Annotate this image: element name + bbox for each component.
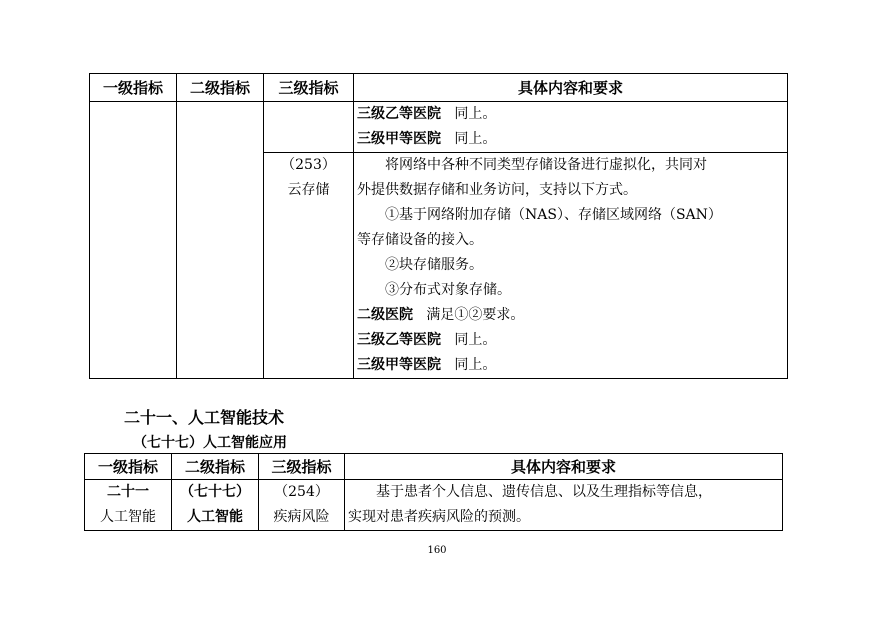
content-line: ②块存储服务。: [385, 257, 483, 273]
level1-cell: [90, 102, 177, 379]
item-number: （253）: [281, 157, 336, 173]
level2-cell: [172, 480, 259, 531]
header-level2: 二级指标: [177, 74, 264, 102]
subsection-title: （七十七）人工智能应用: [133, 435, 287, 451]
level3-line: 疾病风险: [273, 509, 330, 525]
header-content: 具体内容和要求: [345, 454, 783, 480]
level1-line: 二十一: [107, 484, 149, 500]
content-cell: [345, 480, 783, 531]
level2-line: 人工智能: [187, 509, 243, 525]
level2-cell: [177, 102, 264, 379]
header-level1: 一级指标: [90, 74, 177, 102]
level3-cont-cell: [264, 102, 354, 153]
index-table-2: [84, 453, 783, 531]
item-name: 云存储: [287, 182, 330, 198]
index-table-1: [89, 73, 788, 379]
cont-requirements: [354, 102, 788, 153]
header-content: 具体内容和要求: [354, 74, 788, 102]
level3-line: （254）: [274, 484, 329, 500]
req-line: 三级乙等医院 同上。: [357, 106, 497, 122]
header-level1: 一级指标: [85, 454, 172, 480]
level2-line: （七十七）: [180, 484, 250, 500]
content-line: 将网络中各种不同类型存储设备进行虚拟化，共同对: [385, 157, 707, 173]
content-line: 实现对患者疾病风险的预测。: [348, 509, 530, 525]
content-line: ①基于网络附加存储（NAS）、存储区域网络（SAN）: [385, 207, 722, 223]
level3-cell: [259, 480, 345, 531]
req-line: 三级甲等医院 同上。: [357, 357, 497, 373]
header-level3: 三级指标: [264, 74, 354, 102]
req-line: 三级甲等医院 同上。: [357, 131, 497, 147]
section-title: 二十一、人工智能技术: [124, 408, 285, 427]
req-line: 三级乙等医院 同上。: [357, 332, 497, 348]
item-253-content: [354, 153, 788, 379]
content-line: ③分布式对象存储。: [385, 282, 511, 298]
header-level3: 三级指标: [259, 454, 345, 480]
level1-line: 人工智能: [100, 509, 156, 525]
content-line: 外提供数据存储和业务访问，支持以下方式。: [357, 182, 637, 198]
content-line: 基于患者个人信息、遗传信息、以及生理指标等信息，: [376, 484, 712, 500]
page-number: 160: [427, 545, 447, 556]
level1-cell: [85, 480, 172, 531]
req-line: 二级医院 满足①②要求。: [357, 307, 525, 323]
content-line: 等存储设备的接入。: [357, 232, 483, 248]
item-253-cell: [264, 153, 354, 379]
header-level2: 二级指标: [172, 454, 259, 480]
